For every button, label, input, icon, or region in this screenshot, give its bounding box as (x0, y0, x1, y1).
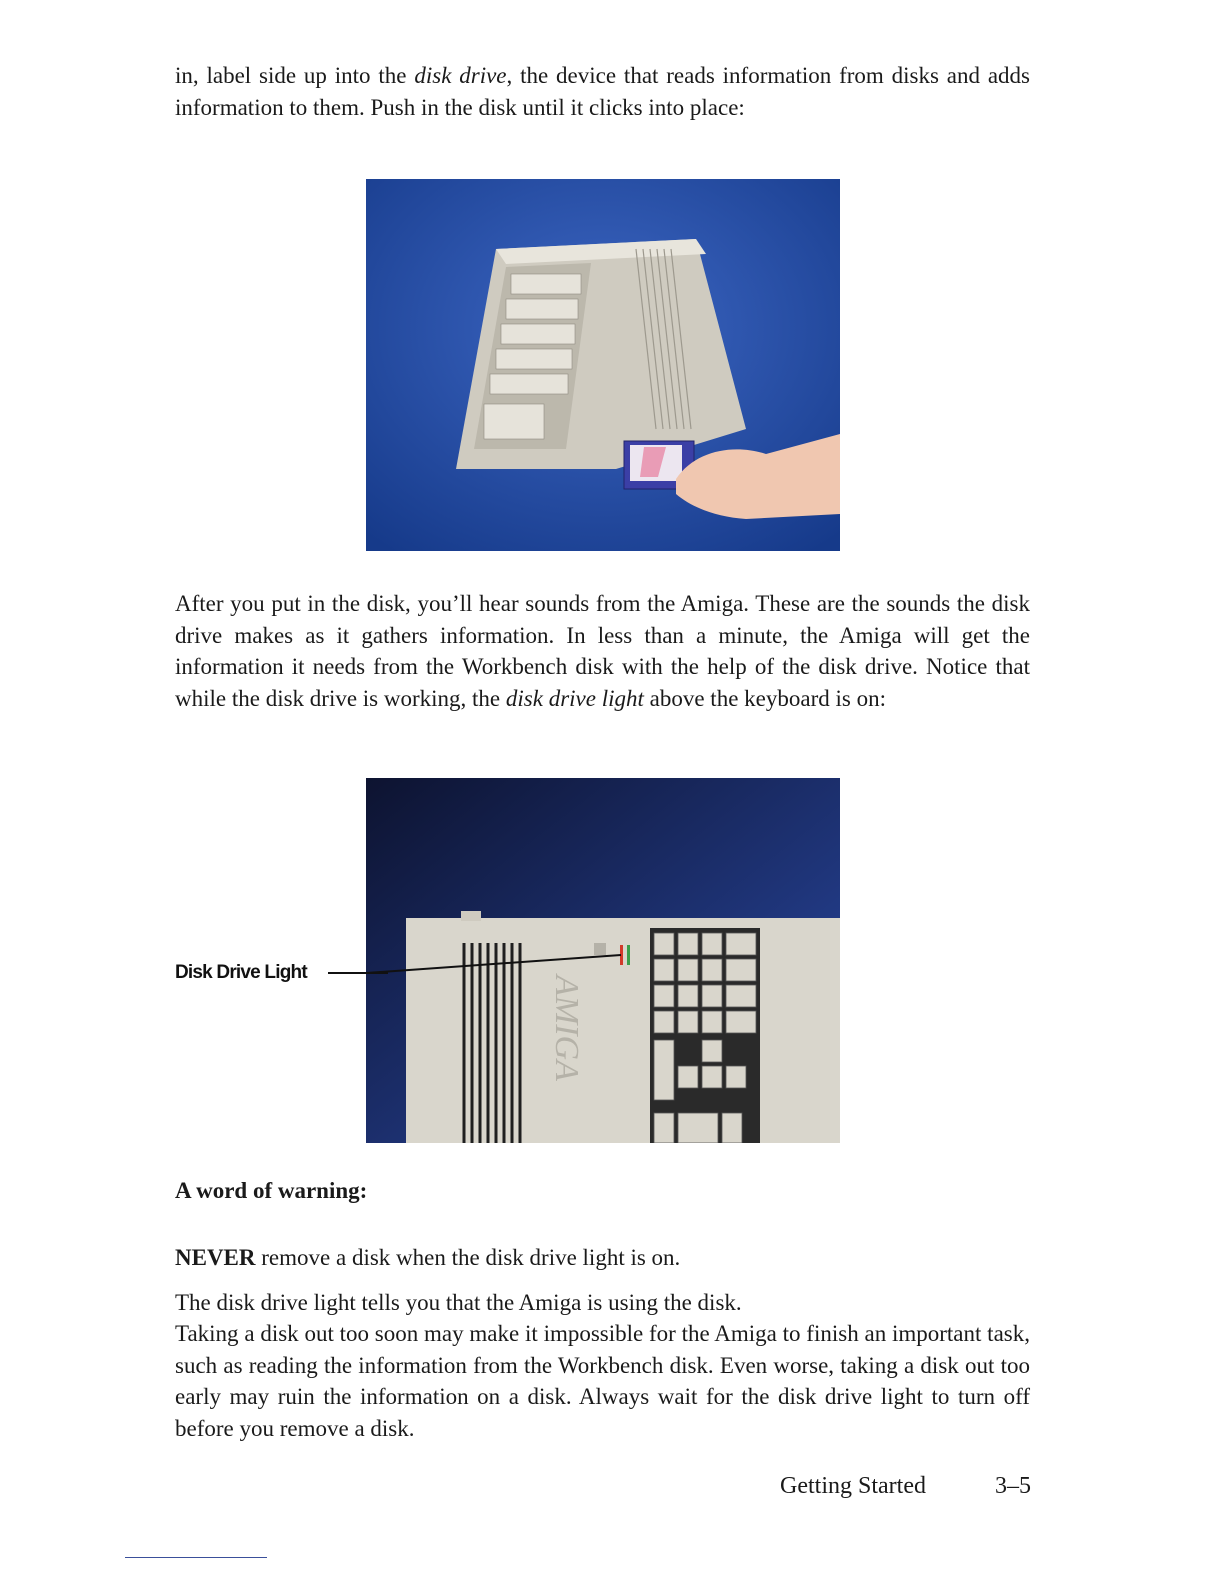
after-paragraph (175, 588, 1030, 714)
after-text-1: After you put in the disk, you’ll hear sounds from the Amiga. These are the sounds the disk drive makes as it gathers information. In less than a minute, the Amiga will get the information it needs from the Workbench disk with the help of the disk drive. Notice that while the disk drive is working, the (175, 591, 1030, 711)
intro-paragraph (175, 60, 1030, 123)
photo-logo: AMIGA (548, 975, 585, 1081)
after-term-disk-drive-light: disk drive light (505, 685, 644, 711)
bottom-rule (125, 1557, 267, 1558)
never-line (175, 1242, 1030, 1274)
photo-disk-drive-light (366, 778, 840, 1143)
footer-section: Getting Started (780, 1473, 926, 1499)
intro-text-1: in, label side up into the (175, 63, 415, 88)
never-strong: NEVER (175, 1245, 256, 1270)
final-paragraph: Taking a disk out too soon may make it impossible for the Amiga to finish an important task, such as reading the information from the Workbench disk. Even worse, taking a disk out too early may ruin the information on a disk. Always wait for the disk drive light to turn off before you remove a disk. (175, 1321, 1030, 1441)
warning-heading: A word of warning: (175, 1178, 368, 1203)
final-line-1: The disk drive light tells you that the Amiga is using the disk. (175, 1290, 742, 1315)
after-text-2: above the keyboard is on: (643, 685, 886, 711)
callout-line (328, 972, 388, 974)
footer-page-number: 3–5 (995, 1473, 1031, 1499)
intro-text-2: , the device that reads information from disks and adds information to them. Push in the disk until it clicks into place: (175, 63, 1030, 120)
intro-term-disk-drive: disk drive (414, 63, 507, 88)
callout-label: Disk Drive Light (175, 962, 307, 983)
photo-inserting-disk (366, 179, 840, 551)
never-rest: remove a disk when the disk drive light is on. (255, 1245, 681, 1270)
